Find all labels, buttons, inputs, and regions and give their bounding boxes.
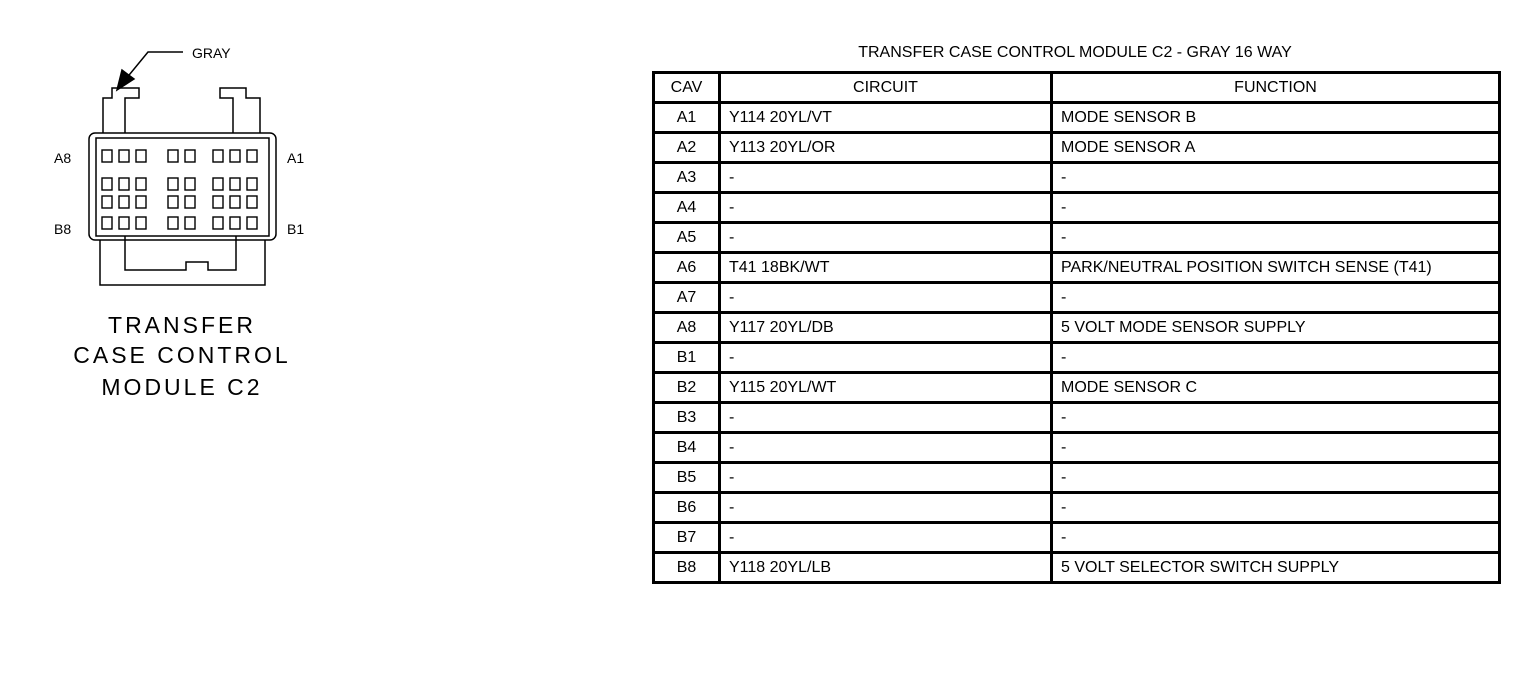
cav-cell: B1 xyxy=(654,343,720,373)
cavity xyxy=(213,150,223,162)
cavity xyxy=(168,217,178,229)
cav-cell: A2 xyxy=(654,133,720,163)
gray-leader-arrow xyxy=(117,52,183,90)
cavity xyxy=(119,150,129,162)
table-row xyxy=(654,163,1500,193)
function-cell: MODE SENSOR A xyxy=(1052,133,1500,163)
cavity xyxy=(247,150,257,162)
circuit-cell: Y118 20YL/LB xyxy=(720,553,1052,583)
cavity xyxy=(213,196,223,208)
function-cell: - xyxy=(1052,343,1500,373)
cavity xyxy=(247,217,257,229)
function-cell: - xyxy=(1052,193,1500,223)
cavity xyxy=(119,196,129,208)
circuit-cell: T41 18BK/WT xyxy=(720,253,1052,283)
cavity xyxy=(230,178,240,190)
table-row xyxy=(654,493,1500,523)
cav-cell: A8 xyxy=(654,313,720,343)
pin-label-a1: A1 xyxy=(287,150,305,166)
function-cell: - xyxy=(1052,403,1500,433)
circuit-cell: - xyxy=(720,433,1052,463)
connector-diagram xyxy=(0,0,620,420)
cavity xyxy=(102,150,112,162)
cavity xyxy=(136,150,146,162)
cavity xyxy=(168,150,178,162)
pinout-table xyxy=(652,71,1501,584)
connector-title-line-3: MODULE C2 xyxy=(101,374,263,400)
circuit-cell: - xyxy=(720,223,1052,253)
table-row xyxy=(654,433,1500,463)
table-row xyxy=(654,343,1500,373)
circuit-cell: - xyxy=(720,523,1052,553)
cavity xyxy=(185,150,195,162)
table-row xyxy=(654,373,1500,403)
table-row xyxy=(654,283,1500,313)
cavity xyxy=(119,178,129,190)
cavity xyxy=(213,178,223,190)
function-cell: - xyxy=(1052,223,1500,253)
function-cell: PARK/NEUTRAL POSITION SWITCH SENSE (T41) xyxy=(1052,253,1500,283)
cav-cell: A1 xyxy=(654,103,720,133)
cav-cell: A4 xyxy=(654,193,720,223)
circuit-cell: - xyxy=(720,193,1052,223)
table-row xyxy=(654,103,1500,133)
table-row xyxy=(654,253,1500,283)
table-row xyxy=(654,403,1500,433)
cav-cell: B3 xyxy=(654,403,720,433)
connector-body xyxy=(89,88,276,285)
table-row xyxy=(654,463,1500,493)
cavity xyxy=(136,178,146,190)
table-row xyxy=(654,193,1500,223)
function-cell: 5 VOLT MODE SENSOR SUPPLY xyxy=(1052,313,1500,343)
cav-cell: B5 xyxy=(654,463,720,493)
pinout-body xyxy=(654,103,1500,583)
cavity xyxy=(102,178,112,190)
table-row xyxy=(654,223,1500,253)
cav-cell: A5 xyxy=(654,223,720,253)
cavity xyxy=(185,178,195,190)
function-cell: - xyxy=(1052,493,1500,523)
cavity xyxy=(136,217,146,229)
table-title: TRANSFER CASE CONTROL MODULE C2 - GRAY 16 WAY xyxy=(858,44,1292,61)
table-row xyxy=(654,133,1500,163)
cavity xyxy=(213,217,223,229)
cav-cell: B2 xyxy=(654,373,720,403)
header-circuit: CIRCUIT xyxy=(720,73,1052,103)
cav-cell: B7 xyxy=(654,523,720,553)
cavity xyxy=(185,217,195,229)
cav-cell: B8 xyxy=(654,553,720,583)
circuit-cell: Y113 20YL/OR xyxy=(720,133,1052,163)
circuit-cell: - xyxy=(720,493,1052,523)
cavity xyxy=(230,196,240,208)
cav-cell: B4 xyxy=(654,433,720,463)
circuit-cell: - xyxy=(720,463,1052,493)
circuit-cell: Y115 20YL/WT xyxy=(720,373,1052,403)
cav-cell: A7 xyxy=(654,283,720,313)
wire-color-label: GRAY xyxy=(192,45,231,61)
cavity xyxy=(168,178,178,190)
cavity-grid xyxy=(102,150,257,229)
function-cell: - xyxy=(1052,283,1500,313)
header-function: FUNCTION xyxy=(1052,73,1500,103)
cavity xyxy=(102,217,112,229)
circuit-cell: Y114 20YL/VT xyxy=(720,103,1052,133)
pin-label-b8: B8 xyxy=(54,221,72,237)
connector-title-line-2: CASE CONTROL xyxy=(73,342,291,368)
function-cell: - xyxy=(1052,163,1500,193)
circuit-cell: Y117 20YL/DB xyxy=(720,313,1052,343)
table-row xyxy=(654,523,1500,553)
function-cell: - xyxy=(1052,463,1500,493)
cav-cell: A3 xyxy=(654,163,720,193)
cavity xyxy=(119,217,129,229)
cavity xyxy=(247,178,257,190)
cav-cell: B6 xyxy=(654,493,720,523)
table-header-row xyxy=(654,73,1500,103)
circuit-cell: - xyxy=(720,163,1052,193)
cavity xyxy=(230,217,240,229)
connector-title-line-1: TRANSFER xyxy=(108,312,256,338)
table-row xyxy=(654,553,1500,583)
cavity xyxy=(247,196,257,208)
cavity xyxy=(185,196,195,208)
circuit-cell: - xyxy=(720,343,1052,373)
function-cell: MODE SENSOR C xyxy=(1052,373,1500,403)
cavity xyxy=(136,196,146,208)
header-cav: CAV xyxy=(654,73,720,103)
function-cell: 5 VOLT SELECTOR SWITCH SUPPLY xyxy=(1052,553,1500,583)
circuit-cell: - xyxy=(720,403,1052,433)
cavity xyxy=(168,196,178,208)
pin-label-b1: B1 xyxy=(287,221,305,237)
circuit-cell: - xyxy=(720,283,1052,313)
function-cell: - xyxy=(1052,433,1500,463)
cavity xyxy=(102,196,112,208)
table-row xyxy=(654,313,1500,343)
cav-cell: A6 xyxy=(654,253,720,283)
pin-label-a8: A8 xyxy=(54,150,72,166)
function-cell: MODE SENSOR B xyxy=(1052,103,1500,133)
function-cell: - xyxy=(1052,523,1500,553)
cavity xyxy=(230,150,240,162)
